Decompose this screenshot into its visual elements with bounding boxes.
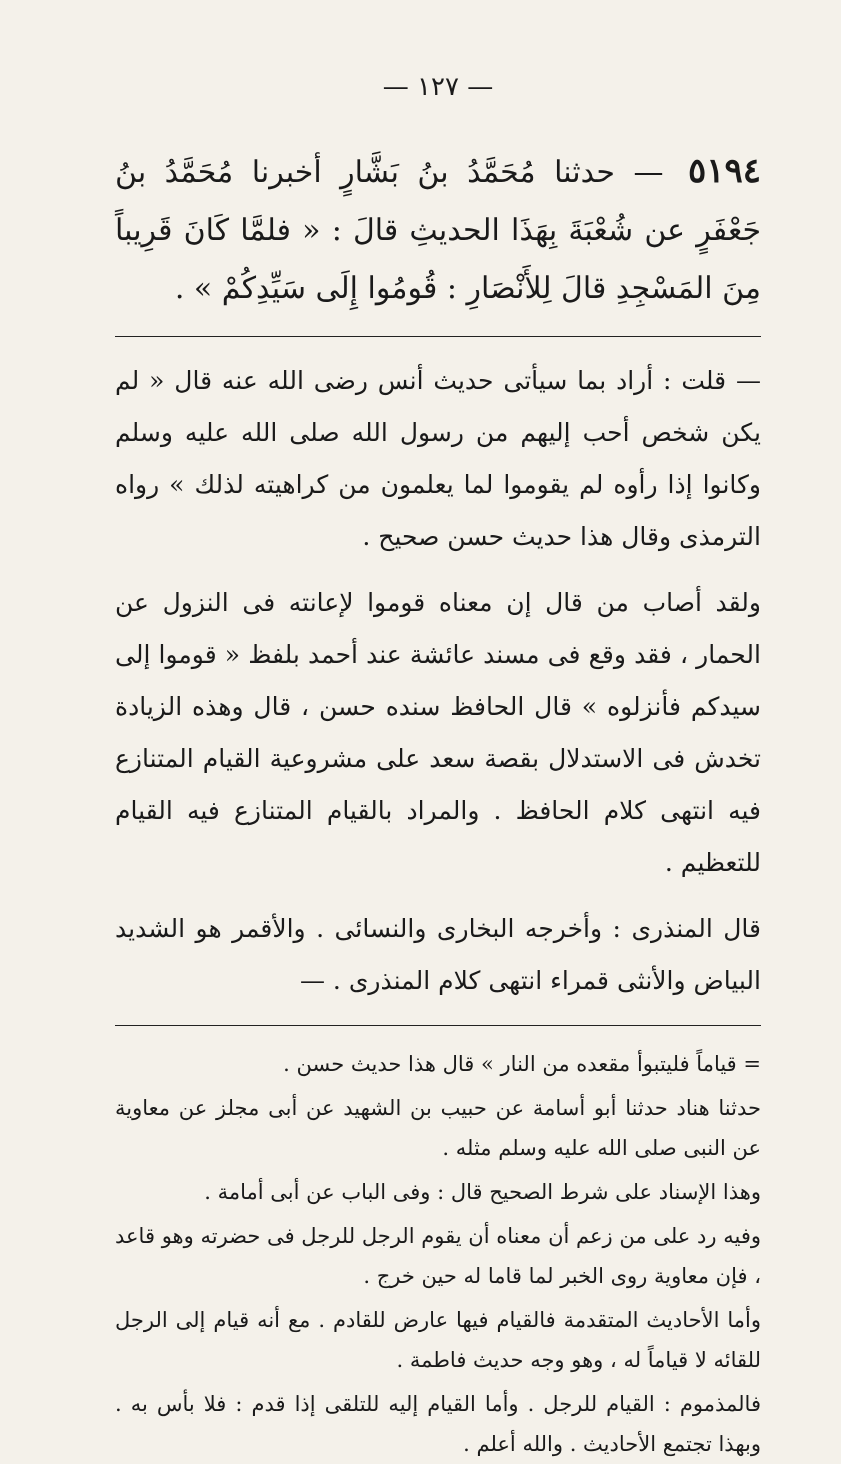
footnotes-block: [115, 1044, 761, 1464]
footnote-line: وهذا الإسناد على شرط الصحيح قال : وفى الباب عن أبى أمامة .: [204, 1180, 761, 1204]
footnote-line: حدثنا هناد حدثنا أبو أسامة عن حبيب بن الشهيد عن أبى مجلز عن معاوية عن النبى صلى الله عليه وسلم مثله .: [115, 1096, 761, 1160]
divider-top: [115, 336, 761, 337]
footnote-line: = قياماً فليتبوأ مقعده من النار » قال هذا حديث حسن .: [283, 1052, 761, 1076]
commentary-block: [115, 355, 761, 1007]
footnote-line: وفيه رد على من زعم أن معناه أن يقوم الرجل للرجل فى حضرته وهو قاعد ، فإن معاوية روى الخبر لما قاما له حين خرج .: [115, 1224, 761, 1288]
hadith-text: — حدثنا مُحَمَّدُ بنُ بَشَّارٍ أخبرنا مُحَمَّدُ بنُ جَعْفَرٍ عن شُعْبَةَ بِهَذَا الحديثِ قالَ : « فلمَّا كَانَ قَرِيباً مِنَ المَسْجِدِ قالَ لِلأَنْصَارِ : قُومُوا إِلَى سَيِّدِكُمْ » .: [115, 155, 761, 306]
commentary-paragraph: — قلت : أراد بما سيأتى حديث أنس رضى الله عنه قال « لم يكن شخص أحب إليهم من رسول الله صلى الله عليه وسلم وكانوا إذا رأوه لم يقوموا لما يعلمون من كراهيته لذلك » رواه الترمذى وقال هذا حديث حسن صحيح .: [115, 366, 761, 551]
divider-bottom: [115, 1025, 761, 1026]
commentary-paragraph: قال المنذرى : وأخرجه البخارى والنسائى . والأقمر هو الشديد البياض والأنثى قمراء انتهى كلام المنذرى . —: [115, 914, 761, 995]
hadith-block: [115, 142, 761, 318]
hadith-number: ٥١٩٤: [687, 151, 761, 191]
footnote-line: وأما الأحاديث المتقدمة فالقيام فيها عارض للقادم . مع أنه قيام إلى الرجل للقائه لا قياماً له ، وهو وجه حديث فاطمة .: [115, 1308, 761, 1372]
commentary-paragraph: ولقد أصاب من قال إن معناه قوموا لإعانته فى النزول عن الحمار ، فقد وقع فى مسند عائشة عند أحمد بلفظ « قوموا إلى سيدكم فأنزلوه » قال الحافظ سنده حسن ، قال وهذه الزيادة تخدش فى الاستدلال بقصة سعد على مشروعية القيام المتنازع فيه انتهى كلام الحافظ . والمراد بالقيام المتنازع فيه القيام للتعظيم .: [115, 588, 761, 877]
footnote-line: فالمذموم : القيام للرجل . وأما القيام إليه للتلقى إذا قدم : فلا بأس به . وبهذا تجتمع الأحاديث . والله أعلم .: [115, 1392, 761, 1456]
page-number: — ١٢٧ —: [382, 72, 494, 102]
